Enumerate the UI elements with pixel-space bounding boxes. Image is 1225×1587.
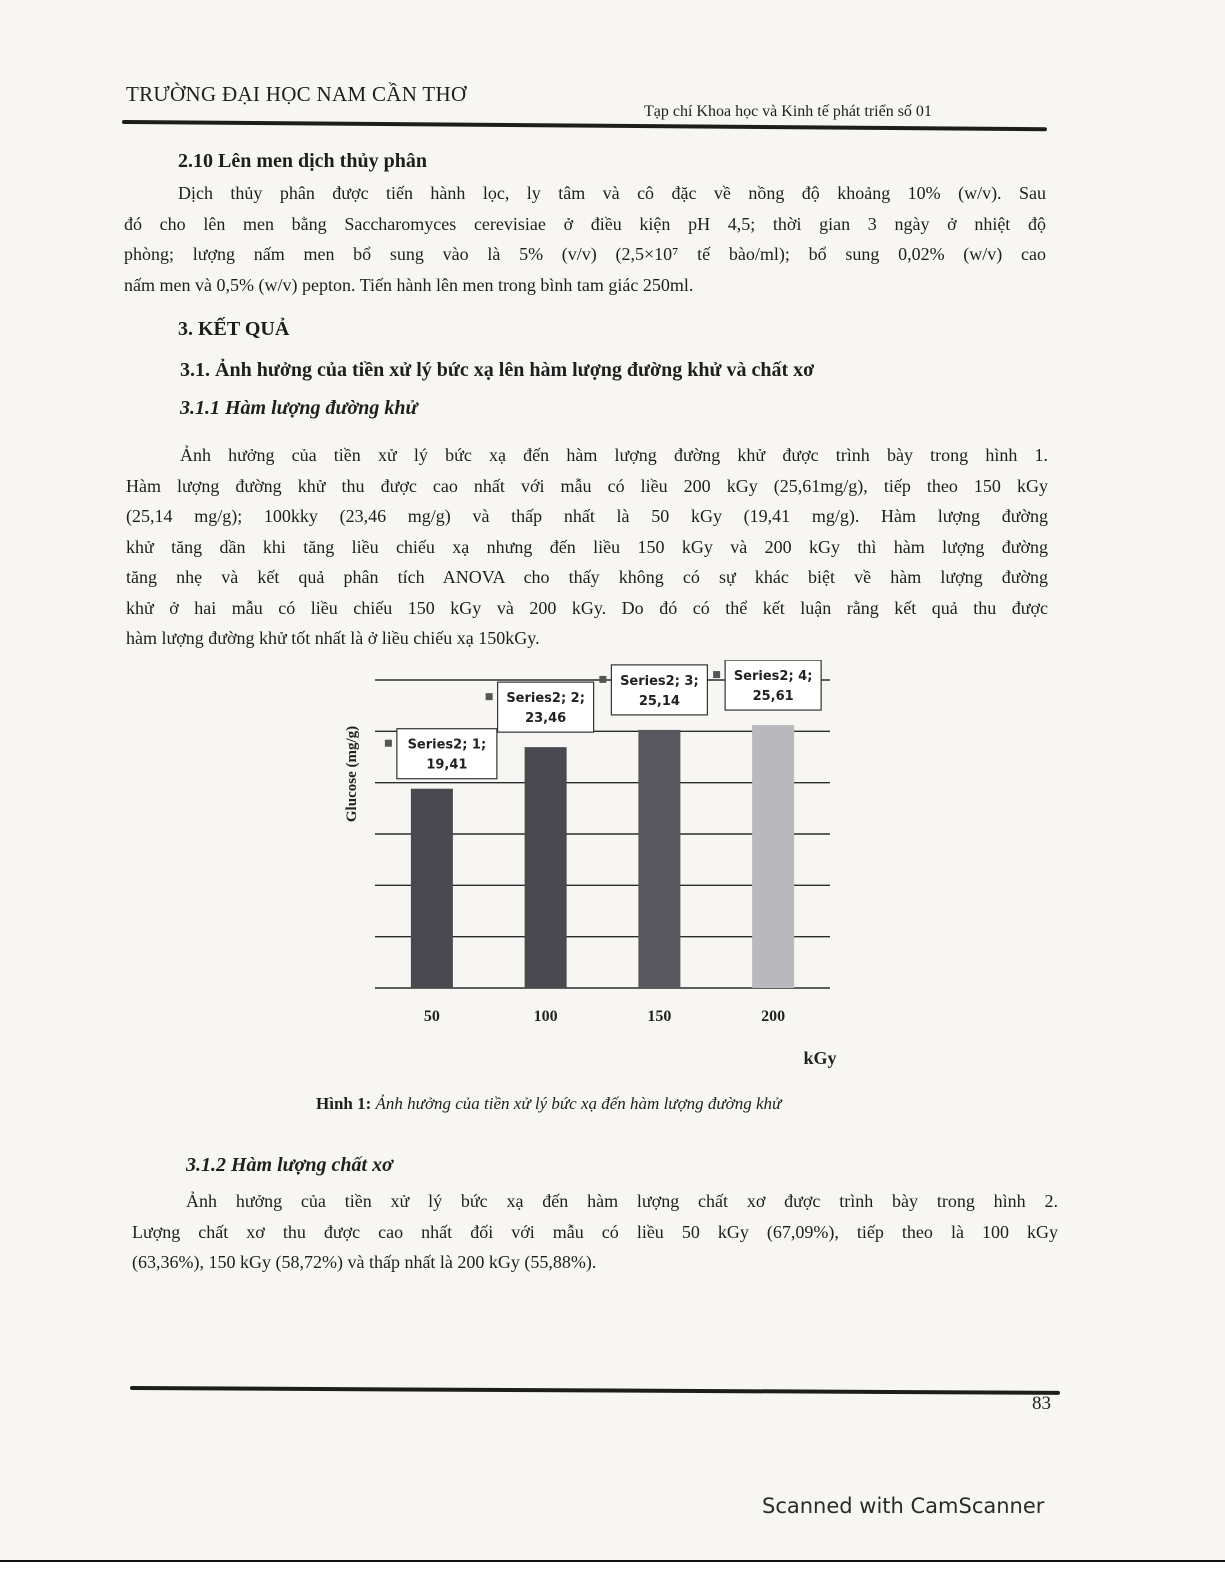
- bar: [411, 789, 453, 988]
- data-label-series: Series2; 2;: [506, 691, 585, 707]
- paragraph-line: Ảnh hưởng của tiền xử lý bức xạ đến hàm lượng chất xơ được trình bày trong hình 2.: [186, 1191, 1058, 1211]
- header-journal: Tạp chí Khoa học và Kinh tế phát triển số 01: [644, 103, 932, 120]
- page-number: 83: [1032, 1393, 1051, 1414]
- data-label-value: 23,46: [525, 711, 567, 727]
- paragraph-line: tăng nhẹ và kết quả phân tích ANOVA cho thấy không có sự khác biệt về hàm lượng đường: [126, 567, 1048, 587]
- bar: [525, 747, 567, 988]
- y-axis-label: Glucose (mg/g): [344, 725, 360, 823]
- paragraph-line: đó cho lên men bằng Saccharomyces cerevisiae ở điều kiện pH 4,5; thời gian 3 ngày ở nhiệt độ: [124, 213, 1046, 234]
- paragraph-3-1-2: [132, 1186, 1058, 1278]
- paragraph-3-1-1: [126, 440, 1048, 654]
- paragraph-line: Ảnh hưởng của tiền xử lý bức xạ đến hàm lượng đường khử được trình bày trong hình 1.: [180, 445, 1048, 465]
- paragraph-line: Dịch thủy phân được tiến hành lọc, ly tâm và cô đặc về nồng độ khoảng 10% (w/v). Sau: [178, 183, 1046, 203]
- data-label-series: Series2; 4;: [733, 669, 813, 685]
- x-tick-label: 100: [533, 1008, 558, 1025]
- x-tick-label: 200: [761, 1008, 786, 1025]
- x-axis-label: kGy: [803, 1048, 837, 1068]
- data-label-marker: [385, 740, 392, 747]
- heading-3-1: 3.1. Ảnh hưởng của tiền xử lý bức xạ lên hàm lượng đường khử và chất xơ: [180, 359, 815, 381]
- paragraph-line: khử ở hai mẫu có liều chiếu 150 kGy và 200 kGy. Do đó có thể kết luận rằng kết quả thu được: [126, 597, 1048, 618]
- paragraph-line: (63,36%), 150 kGy (58,72%) và thấp nhất là 200 kGy (55,88%).: [132, 1252, 597, 1272]
- bar: [752, 725, 794, 988]
- data-label-marker: [486, 693, 493, 700]
- paragraph-line: Lượng chất xơ thu được cao nhất đối với mẫu có liều 50 kGy (67,09%), tiếp theo là 100 kGy: [132, 1221, 1058, 1242]
- figure-1-text: Ảnh hưởng của tiền xử lý bức xạ đến hàm lượng đường khử: [375, 1094, 782, 1113]
- figure-1-caption: [316, 1094, 781, 1114]
- heading-3: 3. KẾT QUẢ: [178, 318, 290, 340]
- paragraph-line: Hàm lượng đường khử thu được cao nhất với mẫu có liều 200 kGy (25,61mg/g), tiếp theo 150 kGy: [126, 475, 1048, 496]
- data-label-value: 25,61: [752, 689, 794, 705]
- data-label-series: Series2; 3;: [620, 673, 699, 689]
- data-label-value: 25,14: [638, 693, 680, 709]
- data-label-series: Series2; 1;: [407, 737, 487, 753]
- header-rule: [122, 120, 1047, 131]
- x-tick-label: 150: [647, 1008, 672, 1025]
- bottom-bar: [0, 1560, 1225, 1587]
- header-university: TRƯỜNG ĐẠI HỌC NAM CẦN THƠ: [126, 82, 467, 106]
- bar: [638, 730, 680, 988]
- data-label-marker: [599, 676, 606, 683]
- footer-rule: [130, 1386, 1060, 1395]
- x-tick-label: 50: [423, 1008, 440, 1025]
- heading-2-10: 2.10 Lên men dịch thủy phân: [178, 150, 427, 172]
- data-label-marker: [713, 671, 720, 678]
- paragraph-line: (25,14 mg/g); 100kky (23,46 mg/g) và thấp nhất là 50 kGy (19,41 mg/g). Hàm lượng đường: [126, 506, 1048, 526]
- scanner-watermark: Scanned with CamScanner: [762, 1494, 1045, 1518]
- paragraph-line: nấm men và 0,5% (w/v) pepton. Tiến hành lên men trong bình tam giác 250ml.: [124, 274, 694, 295]
- heading-3-1-1: 3.1.1 Hàm lượng đường khử: [180, 397, 418, 419]
- paragraph-2-10: [124, 178, 1046, 300]
- heading-3-1-2: 3.1.2 Hàm lượng chất xơ: [186, 1154, 393, 1176]
- paragraph-line: khử tăng dần khi tăng liều chiếu xạ nhưng đến liều 150 kGy và 200 kGy thì hàm lượng đường: [126, 536, 1048, 557]
- glucose-bar-chart: [330, 660, 850, 1080]
- figure-1-label: Hình 1:: [316, 1094, 372, 1113]
- paragraph-line: phòng; lượng nấm men bổ sung vào là 5% (v/v) (2,5×10⁷ tế bào/ml); bổ sung 0,02% (w/v) cao: [124, 244, 1046, 264]
- paragraph-line: hàm lượng đường khử tốt nhất là ở liều chiếu xạ 150kGy.: [126, 628, 540, 648]
- data-label-value: 19,41: [426, 757, 468, 773]
